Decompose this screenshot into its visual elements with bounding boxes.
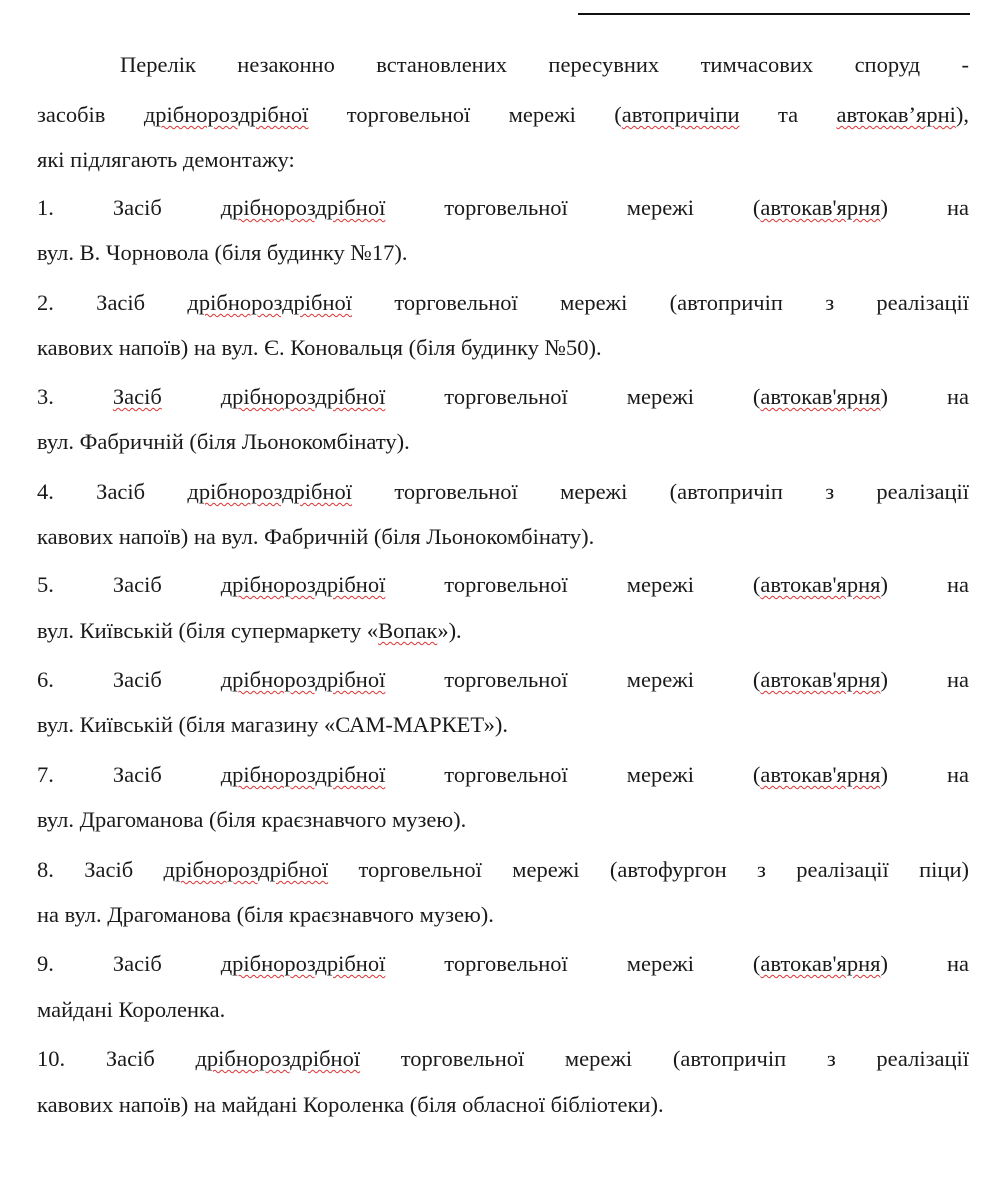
item-text: торговельної мережі (автопричіп з реалізації <box>360 1046 969 1071</box>
item-text: Засіб <box>84 857 164 882</box>
spell-flagged-word: дрібнороздрібної <box>143 102 309 127</box>
list-item-2-line-2 <box>37 333 969 363</box>
list-item-7-line-2 <box>37 805 969 835</box>
list-item-number: 2. <box>37 290 54 315</box>
item-text: вул. Київській (біля супермаркету « <box>37 618 379 643</box>
item-text: на вул. Драгоманова (біля краєзнавчого музею). <box>37 902 494 927</box>
spell-flagged-word: автокав'ярня <box>760 951 881 976</box>
list-item-number: 9. <box>37 951 54 976</box>
spell-flagged-word: дрібнороздрібної <box>220 762 386 787</box>
list-item-3-line-2 <box>37 427 969 457</box>
item-text: Засіб <box>96 479 188 504</box>
item-text: торговельної мережі ( <box>385 572 761 597</box>
item-text: кавових напоїв) на вул. Фабричній (біля Льонокомбінату). <box>37 524 595 549</box>
spell-flagged-word: дрібнороздрібної <box>187 479 353 504</box>
list-item-8-line-1 <box>37 855 969 885</box>
list-item-2-line-1 <box>37 288 969 318</box>
list-item-9-line-1 <box>37 949 969 979</box>
item-text: ) на <box>880 195 969 220</box>
intro-text: які підлягають демонтажу: <box>37 147 295 172</box>
list-item-5-line-1 <box>37 570 969 600</box>
spell-flagged-word: Засіб <box>112 384 162 409</box>
spell-flagged-word: дрібнороздрібної <box>220 195 386 220</box>
intro-line-1 <box>120 50 969 80</box>
list-item-6-line-1 <box>37 665 969 695</box>
spell-flagged-word: дрібнороздрібної <box>195 1046 361 1071</box>
list-item-number: 6. <box>37 667 54 692</box>
item-text: Засіб <box>112 667 221 692</box>
item-text <box>162 384 221 409</box>
spell-flagged-word: автокав’ярні <box>836 102 956 127</box>
list-item-number: 5. <box>37 572 54 597</box>
intro-line-2 <box>37 100 969 130</box>
item-text: вул. Київській (біля магазину «САМ-МАРКЕТ»). <box>37 712 508 737</box>
list-item-number: 4. <box>37 479 54 504</box>
intro-text: ), <box>955 102 969 127</box>
item-text: торговельної мережі ( <box>385 667 761 692</box>
list-item-4-line-2 <box>37 522 969 552</box>
list-item-6-line-2 <box>37 710 969 740</box>
list-item-3-line-1 <box>37 382 969 412</box>
item-text: Засіб <box>112 951 221 976</box>
item-text: ) на <box>880 667 969 692</box>
list-item-5-line-2 <box>37 616 969 646</box>
list-item-10-line-1 <box>37 1044 969 1074</box>
item-text: ) на <box>880 762 969 787</box>
intro-text: та <box>739 102 837 127</box>
item-text: кавових напоїв) на вул. Є. Коновальця (біля будинку №50). <box>37 335 602 360</box>
item-text: Засіб <box>96 290 188 315</box>
spell-flagged-word: дрібнороздрібної <box>163 857 329 882</box>
item-text: Засіб <box>112 762 221 787</box>
item-text: Засіб <box>112 195 221 220</box>
spell-flagged-word: автокав'ярня <box>760 667 881 692</box>
item-text: Засіб <box>112 572 221 597</box>
item-text: торговельної мережі (автопричіп з реалізації <box>352 290 969 315</box>
item-text: »). <box>437 618 462 643</box>
item-text: майдані Короленка. <box>37 997 226 1022</box>
item-text: кавових напоїв) на майдані Короленка (біля обласної бібліотеки). <box>37 1092 664 1117</box>
item-text: вул. Фабричній (біля Льонокомбінату). <box>37 429 410 454</box>
item-text: вул. Драгоманова (біля краєзнавчого музею). <box>37 807 467 832</box>
intro-text: засобів <box>37 102 144 127</box>
item-text: торговельної мережі (автопричіп з реалізації <box>352 479 969 504</box>
item-text: торговельної мережі ( <box>385 384 761 409</box>
spell-flagged-word: дрібнороздрібної <box>220 951 386 976</box>
item-text: торговельної мережі (автофургон з реалізації піци) <box>328 857 969 882</box>
spell-flagged-word: автокав'ярня <box>760 384 881 409</box>
item-text: ) на <box>880 951 969 976</box>
list-item-number: 1. <box>37 195 54 220</box>
spell-flagged-word: дрібнороздрібної <box>220 384 386 409</box>
spell-flagged-word: автокав'ярня <box>760 195 881 220</box>
intro-line-3 <box>37 145 969 175</box>
list-item-number: 7. <box>37 762 54 787</box>
spell-flagged-word: автокав'ярня <box>760 572 881 597</box>
spell-flagged-word: автокав'ярня <box>760 762 881 787</box>
spell-flagged-word: Вопак <box>378 618 438 643</box>
spell-flagged-word: дрібнороздрібної <box>187 290 353 315</box>
list-item-number: 3. <box>37 384 54 409</box>
spell-flagged-word: дрібнороздрібної <box>220 572 386 597</box>
list-item-number: 8. <box>37 857 54 882</box>
list-item-7-line-1 <box>37 760 969 790</box>
spell-flagged-word: автопричіпи <box>621 102 740 127</box>
item-text: Засіб <box>105 1046 196 1071</box>
intro-text: Перелік незаконно встановлених пересувних тимчасових споруд - <box>120 52 969 77</box>
list-item-8-line-2 <box>37 900 969 930</box>
list-item-10-line-2 <box>37 1090 969 1120</box>
item-text: ) на <box>880 572 969 597</box>
item-text: торговельної мережі ( <box>385 762 761 787</box>
spell-flagged-word: дрібнороздрібної <box>220 667 386 692</box>
list-item-1-line-2 <box>37 238 969 268</box>
item-text: торговельної мережі ( <box>385 951 761 976</box>
item-text: торговельної мережі ( <box>385 195 761 220</box>
item-text: ) на <box>880 384 969 409</box>
list-item-9-line-2 <box>37 995 969 1025</box>
list-item-4-line-1 <box>37 477 969 507</box>
list-item-number: 10. <box>37 1046 66 1071</box>
list-item-1-line-1 <box>37 193 969 223</box>
intro-text: торговельної мережі ( <box>308 102 622 127</box>
item-text: вул. В. Чорновола (біля будинку №17). <box>37 240 408 265</box>
